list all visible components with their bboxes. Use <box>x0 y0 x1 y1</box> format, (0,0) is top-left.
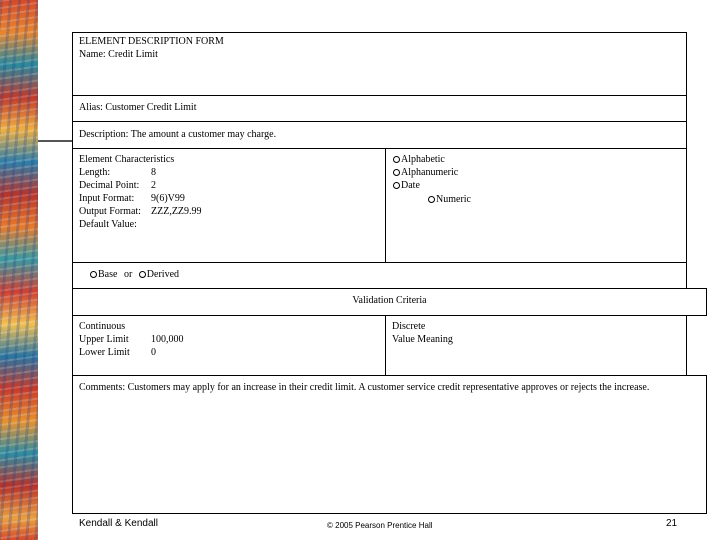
comments-box <box>72 375 707 514</box>
base-option[interactable] <box>90 269 117 280</box>
radio-icon <box>393 156 400 163</box>
lower-limit-label: Lower Limit <box>79 347 130 358</box>
radio-icon <box>393 169 400 176</box>
radio-icon <box>90 271 97 278</box>
char-label: Decimal Point: <box>79 180 140 191</box>
data-type-box <box>385 148 687 263</box>
decorative-woven-texture <box>0 0 38 540</box>
validation-heading: Validation Criteria <box>352 295 427 306</box>
upper-limit-value: 100,000 <box>151 334 184 345</box>
title-box <box>72 32 687 96</box>
char-value: 2 <box>151 180 156 191</box>
type-label: Alphabetic <box>401 154 445 165</box>
derived-option[interactable] <box>139 269 179 280</box>
char-value: 9(6)V99 <box>151 193 185 204</box>
char-label: Default Value: <box>79 219 137 230</box>
type-label: Date <box>401 180 420 191</box>
continuous-box <box>72 315 386 376</box>
type-label: Alphanumeric <box>401 167 459 178</box>
type-label: Numeric <box>436 194 471 205</box>
base-label: Base <box>98 269 118 280</box>
base-derived-row <box>90 268 179 281</box>
comments-text: Comments: Customers may apply for an increase in their credit limit. A customer service credit representative approves or rejects the increase. <box>79 382 650 393</box>
char-value <box>151 218 202 231</box>
element-name: Name: Credit Limit <box>79 49 158 60</box>
form-title: ELEMENT DESCRIPTION FORM <box>79 36 224 47</box>
char-label: Length: <box>79 167 111 178</box>
type-alphanumeric[interactable] <box>393 166 458 179</box>
base-derived-box <box>72 262 687 289</box>
description-box <box>72 121 687 149</box>
characteristics-heading: Element Characteristics <box>79 154 175 165</box>
alias-text: Alias: Customer Credit Limit <box>79 102 197 113</box>
radio-icon <box>139 271 146 278</box>
discrete-box <box>385 315 687 376</box>
lower-limit-value: 0 <box>151 347 156 358</box>
alias-box <box>72 95 687 122</box>
type-alphabetic[interactable] <box>393 153 445 166</box>
char-label: Input Format: <box>79 193 135 204</box>
continuous-heading: Continuous <box>79 321 126 332</box>
footer-copyright: © 2005 Pearson Prentice Hall <box>327 521 433 530</box>
description-text: Description: The amount a customer may charge. <box>79 129 277 140</box>
characteristics-box <box>72 148 386 263</box>
radio-icon <box>393 182 400 189</box>
characteristics-table <box>79 166 202 231</box>
validation-header-box <box>72 288 707 316</box>
derived-label: Derived <box>146 269 180 280</box>
discrete-heading: Discrete <box>392 321 426 332</box>
radio-icon <box>428 196 435 203</box>
char-label: Output Format: <box>79 206 141 217</box>
page-number: 21 <box>666 518 678 529</box>
footer-author: Kendall & Kendall <box>79 518 158 529</box>
value-meaning-label: Value Meaning <box>392 334 453 345</box>
type-numeric[interactable] <box>428 193 471 206</box>
char-value: 8 <box>151 167 156 178</box>
type-date[interactable] <box>393 179 420 192</box>
char-value: ZZZ,ZZ9.99 <box>151 206 202 217</box>
title-rule <box>38 140 72 142</box>
or-label: or <box>123 269 133 280</box>
upper-limit-label: Upper Limit <box>79 334 129 345</box>
